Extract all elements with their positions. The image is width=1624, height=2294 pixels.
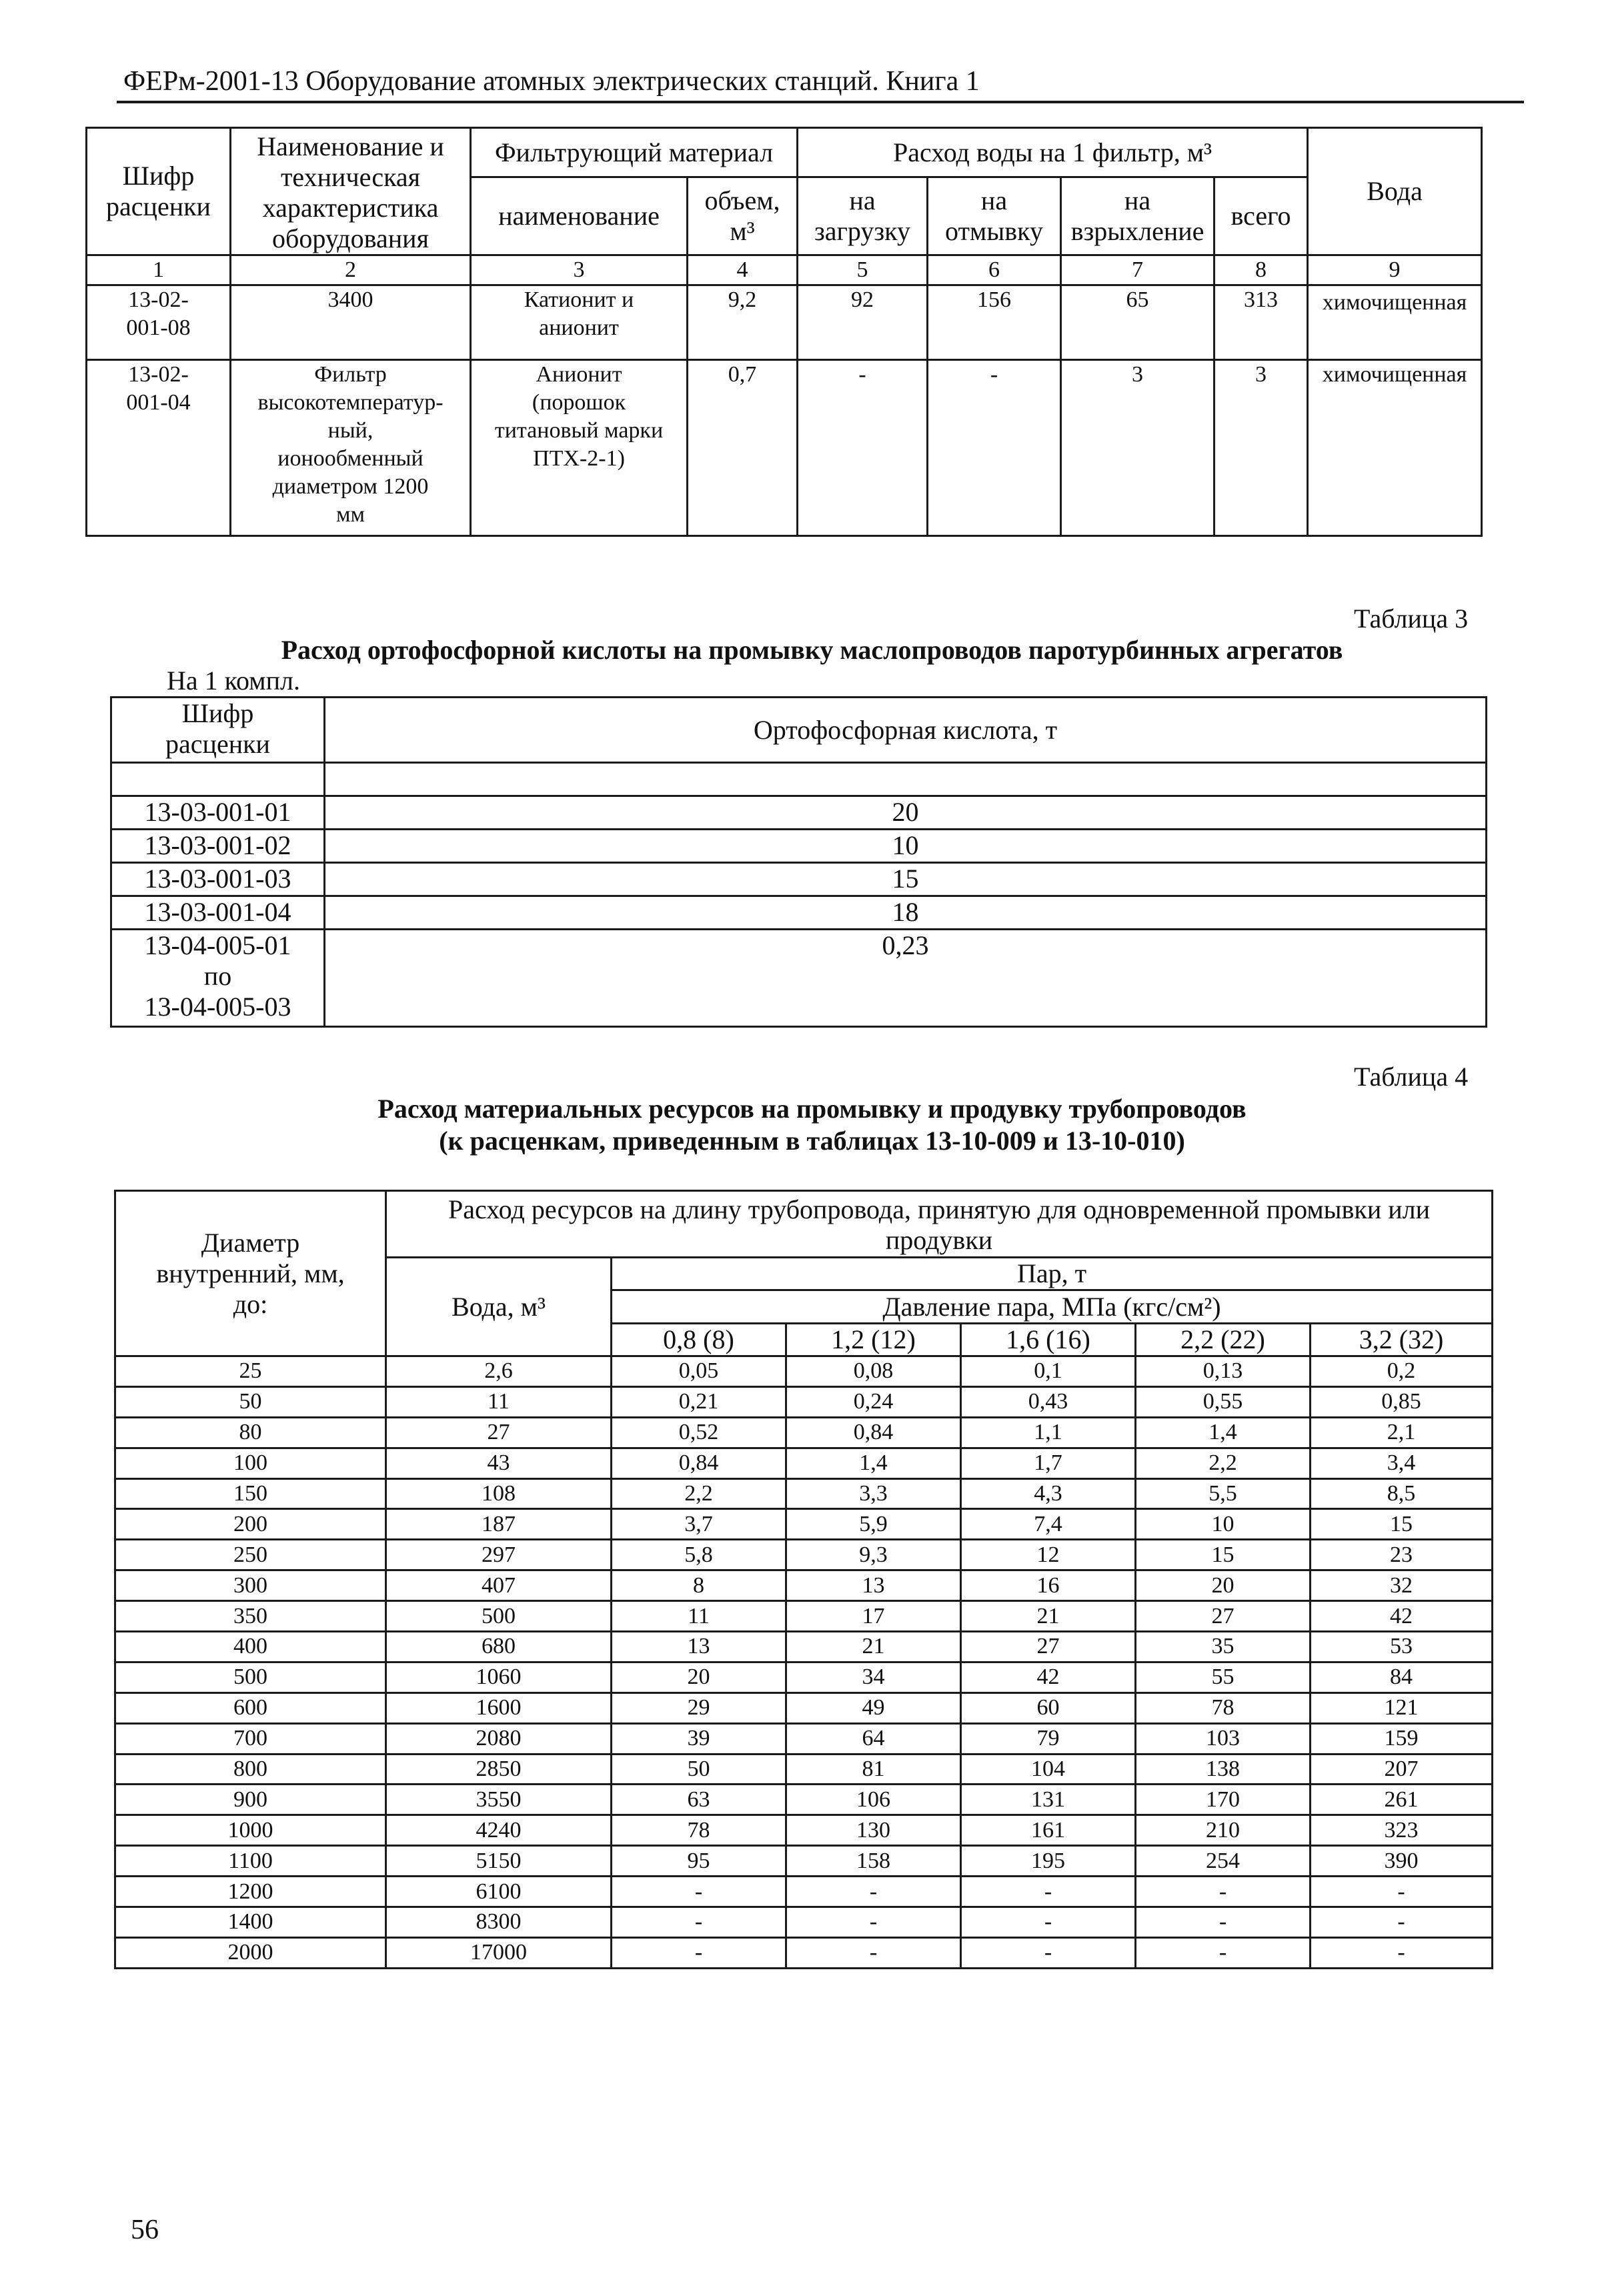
- running-title: ФЕРм-2001-13 Оборудование атомных электрических станций. Книга 1: [123, 66, 980, 97]
- row-steam-12: 158: [786, 1846, 961, 1877]
- cell-text: по: [203, 961, 232, 991]
- header-text: Шифр: [122, 161, 195, 191]
- row-water: 2,6: [386, 1356, 612, 1387]
- row-loosen: 65: [1061, 285, 1214, 360]
- table4-title-line2: (к расценкам, приведенным в таблицах 13-10-009 и 13-10-010): [439, 1126, 1185, 1156]
- row-steam-16: 79: [961, 1723, 1136, 1754]
- header-text: на: [1124, 185, 1151, 216]
- row-water: 108: [386, 1478, 612, 1509]
- row-steam-12: -: [786, 1937, 961, 1968]
- row-water: 8300: [386, 1907, 612, 1938]
- row-steam-32: 15: [1311, 1509, 1493, 1540]
- row-diameter: 25: [115, 1356, 386, 1387]
- row-steam-12: 49: [786, 1692, 961, 1723]
- row-steam-12: 81: [786, 1754, 961, 1785]
- row-steam-22: -: [1136, 1907, 1311, 1938]
- cell-text: 001-08: [126, 315, 191, 340]
- row-steam-16: 0,1: [961, 1356, 1136, 1387]
- table-row: [111, 830, 1487, 863]
- row-load: 92: [798, 285, 928, 360]
- row-steam-08: 11: [612, 1601, 786, 1632]
- page-number: 56: [131, 2215, 159, 2245]
- row-water: 1600: [386, 1692, 612, 1723]
- row-steam-32: 53: [1311, 1632, 1493, 1662]
- header-text: Шифр: [181, 698, 254, 728]
- row-diameter: 500: [115, 1662, 386, 1692]
- phosphoric-acid-table: [110, 696, 1487, 1028]
- row-steam-12: 13: [786, 1570, 961, 1601]
- table-row: [115, 1601, 1493, 1632]
- row-steam-16: -: [961, 1937, 1136, 1968]
- row-water: 500: [386, 1601, 612, 1632]
- col-fm-name-header: наименование: [471, 177, 688, 255]
- row-steam-08: 50: [612, 1754, 786, 1785]
- row-diameter: 250: [115, 1540, 386, 1570]
- header-text: взрыхление: [1070, 216, 1204, 247]
- row-diameter: 80: [115, 1417, 386, 1448]
- row-steam-16: 131: [961, 1785, 1136, 1815]
- cell-text: высокотемператур-: [257, 390, 444, 415]
- row-steam-16: 1,7: [961, 1448, 1136, 1478]
- row-steam-16: -: [961, 1877, 1136, 1907]
- row-steam-22: 210: [1136, 1815, 1311, 1846]
- col-diameter-header: [115, 1191, 386, 1356]
- row-steam-08: -: [612, 1877, 786, 1907]
- row-value: 0,23: [325, 930, 1487, 1027]
- row-steam-12: 0,24: [786, 1386, 961, 1417]
- row-steam-16: 4,3: [961, 1478, 1136, 1509]
- table-row: [115, 1877, 1493, 1907]
- row-code: [87, 285, 231, 360]
- row-water: 5150: [386, 1846, 612, 1877]
- row-steam-08: 78: [612, 1815, 786, 1846]
- cell-text: титановый марки: [494, 418, 664, 443]
- col-number: 6: [928, 255, 1061, 285]
- cell-text: Фильтр: [314, 362, 387, 387]
- col-water-per-filter-header: Расход воды на 1 фильтр, м³: [798, 128, 1308, 177]
- header-text: расценки: [165, 729, 270, 759]
- cell-text: 13-02-: [128, 362, 189, 387]
- row-steam-12: 9,3: [786, 1540, 961, 1570]
- row-steam-12: 3,3: [786, 1478, 961, 1509]
- col-wash-header: [928, 177, 1061, 255]
- pressure-header: 2,2 (22): [1136, 1324, 1311, 1356]
- row-steam-08: -: [612, 1937, 786, 1968]
- row-steam-22: 138: [1136, 1754, 1311, 1785]
- row-steam-16: 104: [961, 1754, 1136, 1785]
- row-water: 17000: [386, 1937, 612, 1968]
- table-row: [87, 285, 1482, 360]
- row-steam-12: 21: [786, 1632, 961, 1662]
- row-diameter: 1000: [115, 1815, 386, 1846]
- header-text: до:: [233, 1288, 268, 1319]
- cell-text: Анионит: [536, 362, 622, 387]
- table3-label: Таблица 3: [1354, 604, 1469, 634]
- row-steam-32: -: [1311, 1937, 1493, 1968]
- row-steam-08: 29: [612, 1692, 786, 1723]
- row-water: 680: [386, 1632, 612, 1662]
- table-row: [115, 1386, 1493, 1417]
- header-text: м³: [730, 216, 755, 247]
- row-water: 407: [386, 1570, 612, 1601]
- row-steam-12: 0,08: [786, 1356, 961, 1387]
- cell-text: 13-02-: [128, 287, 189, 312]
- row-steam-08: -: [612, 1907, 786, 1938]
- col-steam-header: Пар, т: [612, 1258, 1493, 1290]
- pressure-header: 1,6 (16): [961, 1324, 1136, 1356]
- row-material: [471, 360, 688, 536]
- row-steam-16: -: [961, 1907, 1136, 1938]
- row-name: 3400: [231, 285, 471, 360]
- row-steam-22: -: [1136, 1877, 1311, 1907]
- row-steam-16: 60: [961, 1692, 1136, 1723]
- row-steam-12: 130: [786, 1815, 961, 1846]
- row-steam-16: 21: [961, 1601, 1136, 1632]
- row-steam-16: 27: [961, 1632, 1136, 1662]
- header-text: отмывку: [945, 216, 1043, 247]
- table-row: [115, 1478, 1493, 1509]
- header-text: Расход ресурсов на длину трубопровода, принятую для одновременной промывки или: [448, 1194, 1431, 1224]
- table-row: [115, 1570, 1493, 1601]
- row-steam-16: 42: [961, 1662, 1136, 1692]
- col-number: 9: [1308, 255, 1482, 285]
- row-water: химочищенная: [1308, 285, 1482, 360]
- header-text: на: [849, 185, 876, 216]
- row-water: химочищенная: [1308, 360, 1482, 536]
- table-row: [115, 1754, 1493, 1785]
- table-row: [87, 360, 1482, 536]
- header-text: расценки: [106, 191, 211, 221]
- row-name: [231, 360, 471, 536]
- pressure-header: 0,8 (8): [612, 1324, 786, 1356]
- row-diameter: 400: [115, 1632, 386, 1662]
- table-row: [115, 1417, 1493, 1448]
- row-water: 1060: [386, 1662, 612, 1692]
- table-row: [115, 1356, 1493, 1387]
- row-diameter: 1200: [115, 1877, 386, 1907]
- table-row: [111, 796, 1487, 830]
- col-total-header: всего: [1214, 177, 1308, 255]
- empty-cell: [325, 763, 1487, 796]
- row-steam-22: 27: [1136, 1601, 1311, 1632]
- row-steam-22: 254: [1136, 1846, 1311, 1877]
- header-rule: [117, 101, 1524, 103]
- row-steam-08: 0,84: [612, 1448, 786, 1478]
- row-diameter: 900: [115, 1785, 386, 1815]
- row-diameter: 150: [115, 1478, 386, 1509]
- row-steam-12: 1,4: [786, 1448, 961, 1478]
- row-steam-32: -: [1311, 1907, 1493, 1938]
- row-steam-16: 1,1: [961, 1417, 1136, 1448]
- row-water: 187: [386, 1509, 612, 1540]
- table-row: [115, 1448, 1493, 1478]
- row-diameter: 100: [115, 1448, 386, 1478]
- header-text: объем,: [704, 185, 780, 216]
- col-number: 1: [87, 255, 231, 285]
- row-steam-22: 5,5: [1136, 1478, 1311, 1509]
- row-diameter: 200: [115, 1509, 386, 1540]
- table-row: [115, 1723, 1493, 1754]
- row-volume: 9,2: [688, 285, 798, 360]
- row-steam-32: 323: [1311, 1815, 1493, 1846]
- table-row: [115, 1632, 1493, 1662]
- row-steam-08: 63: [612, 1785, 786, 1815]
- row-steam-32: 121: [1311, 1692, 1493, 1723]
- row-water: 27: [386, 1417, 612, 1448]
- row-value: 18: [325, 896, 1487, 930]
- table-row: [115, 1907, 1493, 1938]
- row-steam-22: 15: [1136, 1540, 1311, 1570]
- cell-text: анионит: [539, 315, 619, 340]
- row-steam-22: 2,2: [1136, 1448, 1311, 1478]
- pressure-header: 1,2 (12): [786, 1324, 961, 1356]
- header-text: на: [980, 185, 1008, 216]
- header-text: характеристика: [262, 193, 439, 223]
- pressure-header: 3,2 (32): [1311, 1324, 1493, 1356]
- cell-text: (порошок: [532, 390, 626, 415]
- header-text: внутренний, мм,: [156, 1258, 345, 1288]
- row-steam-08: 0,52: [612, 1417, 786, 1448]
- row-water: 4240: [386, 1815, 612, 1846]
- row-steam-22: 55: [1136, 1662, 1311, 1692]
- row-steam-12: 5,9: [786, 1509, 961, 1540]
- header-text: оборудования: [272, 223, 429, 253]
- row-steam-32: -: [1311, 1877, 1493, 1907]
- row-water: 6100: [386, 1877, 612, 1907]
- row-steam-08: 20: [612, 1662, 786, 1692]
- col-number: 2: [231, 255, 471, 285]
- row-steam-08: 8: [612, 1570, 786, 1601]
- col-load-header: [798, 177, 928, 255]
- table-row: [111, 896, 1487, 930]
- row-value: 20: [325, 796, 1487, 830]
- filter-water-table: [85, 127, 1483, 537]
- row-steam-12: 17: [786, 1601, 961, 1632]
- table-row: [115, 1662, 1493, 1692]
- table-row: [115, 1785, 1493, 1815]
- table4-label: Таблица 4: [1354, 1062, 1469, 1092]
- row-steam-12: 0,84: [786, 1417, 961, 1448]
- row-steam-32: 207: [1311, 1754, 1493, 1785]
- cell-text: ный,: [327, 418, 373, 443]
- row-steam-16: 16: [961, 1570, 1136, 1601]
- row-code: 13-03-001-04: [111, 896, 325, 930]
- cell-text: 13-04-005-03: [144, 992, 291, 1022]
- row-diameter: 1400: [115, 1907, 386, 1938]
- row-steam-32: 261: [1311, 1785, 1493, 1815]
- row-steam-12: 106: [786, 1785, 961, 1815]
- row-steam-08: 3,7: [612, 1509, 786, 1540]
- row-steam-22: 0,55: [1136, 1386, 1311, 1417]
- table-row: [111, 863, 1487, 896]
- row-steam-22: 78: [1136, 1692, 1311, 1723]
- row-code: [87, 360, 231, 536]
- row-steam-32: 159: [1311, 1723, 1493, 1754]
- column-numbers-row: [87, 255, 1482, 285]
- row-steam-22: 1,4: [1136, 1417, 1311, 1448]
- row-steam-12: -: [786, 1907, 961, 1938]
- col-number: 8: [1214, 255, 1308, 285]
- row-diameter: 300: [115, 1570, 386, 1601]
- row-steam-16: 195: [961, 1846, 1136, 1877]
- cell-text: ионообменный: [277, 446, 424, 471]
- cell-text: диаметром 1200: [272, 474, 429, 499]
- cell-text: 13-04-005-01: [144, 930, 291, 960]
- col-fm-volume-header: [688, 177, 798, 255]
- col-filter-material-header: Фильтрующий материал: [471, 128, 798, 177]
- row-steam-32: 42: [1311, 1601, 1493, 1632]
- header-text: Диаметр: [201, 1227, 300, 1258]
- row-water: 2080: [386, 1723, 612, 1754]
- col-resources-header: [386, 1191, 1493, 1258]
- row-steam-32: 8,5: [1311, 1478, 1493, 1509]
- col-number: 3: [471, 255, 688, 285]
- table3-unit-note: На 1 компл.: [167, 666, 300, 696]
- row-total: 3: [1214, 360, 1308, 536]
- row-steam-12: 64: [786, 1723, 961, 1754]
- row-steam-22: -: [1136, 1937, 1311, 1968]
- col-code-lines: [87, 161, 229, 222]
- row-wash: 156: [928, 285, 1061, 360]
- table3-title: Расход ортофосфорной кислоты на промывку маслопроводов паротурбинных агрегатов: [281, 635, 1343, 665]
- row-load: -: [798, 360, 928, 536]
- col-number: 4: [688, 255, 798, 285]
- row-code: [111, 930, 325, 1027]
- pipeline-flush-table: [114, 1190, 1493, 1969]
- row-code: 13-03-001-01: [111, 796, 325, 830]
- cell-text: ПТХ-2-1): [533, 446, 625, 471]
- cell-text: 001-04: [126, 390, 191, 415]
- cell-text: Катионит и: [524, 287, 634, 312]
- row-steam-32: 0,85: [1311, 1386, 1493, 1417]
- spacer-row: [111, 763, 1487, 796]
- row-steam-32: 2,1: [1311, 1417, 1493, 1448]
- row-wash: -: [928, 360, 1061, 536]
- row-code: 13-03-001-03: [111, 863, 325, 896]
- row-diameter: 350: [115, 1601, 386, 1632]
- row-steam-12: -: [786, 1877, 961, 1907]
- row-water: 3550: [386, 1785, 612, 1815]
- row-loosen: 3: [1061, 360, 1214, 536]
- row-steam-08: 0,05: [612, 1356, 786, 1387]
- row-steam-32: 32: [1311, 1570, 1493, 1601]
- row-steam-08: 2,2: [612, 1478, 786, 1509]
- row-steam-16: 0,43: [961, 1386, 1136, 1417]
- row-steam-16: 12: [961, 1540, 1136, 1570]
- row-volume: 0,7: [688, 360, 798, 536]
- row-steam-32: 3,4: [1311, 1448, 1493, 1478]
- row-water: 297: [386, 1540, 612, 1570]
- row-water: 11: [386, 1386, 612, 1417]
- col-water-header: Вода: [1308, 128, 1482, 255]
- row-value: 10: [325, 830, 1487, 863]
- row-steam-32: 23: [1311, 1540, 1493, 1570]
- row-steam-22: 20: [1136, 1570, 1311, 1601]
- table-row: [115, 1846, 1493, 1877]
- table-row: [111, 930, 1487, 1027]
- table-row: [115, 1509, 1493, 1540]
- table4-title-line1: Расход материальных ресурсов на промывку и продувку трубопроводов: [377, 1094, 1247, 1124]
- row-steam-32: 84: [1311, 1662, 1493, 1692]
- col-code-header: [111, 698, 325, 763]
- cell-text: мм: [335, 502, 365, 527]
- table-row: [115, 1692, 1493, 1723]
- row-steam-16: 7,4: [961, 1509, 1136, 1540]
- row-diameter: 2000: [115, 1937, 386, 1968]
- row-total: 313: [1214, 285, 1308, 360]
- row-steam-22: 10: [1136, 1509, 1311, 1540]
- col-number: 5: [798, 255, 928, 285]
- row-diameter: 700: [115, 1723, 386, 1754]
- col-number: 7: [1061, 255, 1214, 285]
- row-steam-22: 35: [1136, 1632, 1311, 1662]
- row-steam-16: 161: [961, 1815, 1136, 1846]
- row-steam-32: 0,2: [1311, 1356, 1493, 1387]
- row-diameter: 800: [115, 1754, 386, 1785]
- table-row: [115, 1540, 1493, 1570]
- row-diameter: 600: [115, 1692, 386, 1723]
- row-steam-08: 95: [612, 1846, 786, 1877]
- col-pressure-header: Давление пара, МПа (кгс/см²): [612, 1290, 1493, 1324]
- row-diameter: 50: [115, 1386, 386, 1417]
- row-steam-22: 0,13: [1136, 1356, 1311, 1387]
- row-steam-08: 39: [612, 1723, 786, 1754]
- pipeline-flush-body: [115, 1356, 1493, 1969]
- header-text: продувки: [885, 1225, 993, 1255]
- col-name-header: [231, 128, 471, 255]
- row-code: 13-03-001-02: [111, 830, 325, 863]
- header-text: техническая: [280, 162, 421, 192]
- row-steam-08: 5,8: [612, 1540, 786, 1570]
- col-acid-header: Ортофосфорная кислота, т: [325, 698, 1487, 763]
- col-code-header: [87, 128, 231, 255]
- row-value: 15: [325, 863, 1487, 896]
- row-material: [471, 285, 688, 360]
- col-loosen-header: [1061, 177, 1214, 255]
- row-diameter: 1100: [115, 1846, 386, 1877]
- row-water: 43: [386, 1448, 612, 1478]
- row-steam-32: 390: [1311, 1846, 1493, 1877]
- row-water: 2850: [386, 1754, 612, 1785]
- row-steam-22: 103: [1136, 1723, 1311, 1754]
- row-steam-22: 170: [1136, 1785, 1311, 1815]
- row-steam-08: 0,21: [612, 1386, 786, 1417]
- empty-cell: [111, 763, 325, 796]
- header-text: Наименование и: [257, 131, 444, 161]
- row-steam-12: 34: [786, 1662, 961, 1692]
- row-steam-08: 13: [612, 1632, 786, 1662]
- header-text: загрузку: [814, 216, 911, 247]
- table-row: [115, 1815, 1493, 1846]
- table-row: [115, 1937, 1493, 1968]
- col-water-header: Вода, м³: [386, 1258, 612, 1356]
